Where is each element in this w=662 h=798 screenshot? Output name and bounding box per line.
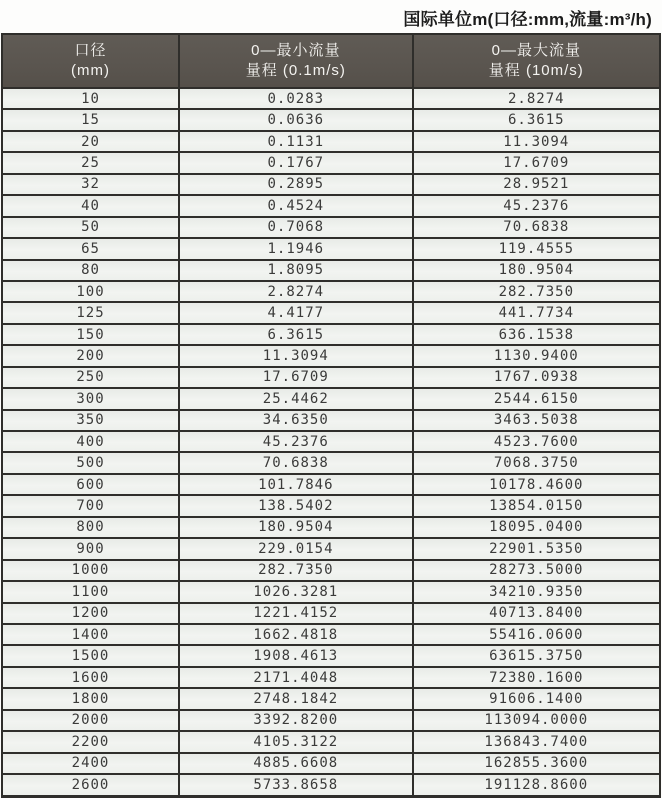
- header-min-flow-line1: 0—最小流量: [251, 41, 341, 59]
- header-diameter: [2, 34, 179, 88]
- cell-diameter: 300: [2, 388, 179, 409]
- cell-max-flow: 17.6709: [413, 152, 660, 173]
- cell-diameter: 900: [2, 538, 179, 559]
- cell-min-flow: 11.3094: [179, 345, 413, 366]
- cell-min-flow: 0.2895: [179, 174, 413, 195]
- cell-diameter: 100: [2, 281, 179, 302]
- cell-diameter: 400: [2, 431, 179, 452]
- cell-diameter: 600: [2, 474, 179, 495]
- cell-min-flow: 1026.3281: [179, 581, 413, 602]
- header-diameter-line2: (mm): [71, 62, 110, 79]
- cell-max-flow: 18095.0400: [413, 517, 660, 538]
- cell-min-flow: 1662.4818: [179, 624, 413, 645]
- table-row: [2, 603, 660, 624]
- cell-max-flow: 40713.8400: [413, 603, 660, 624]
- cell-diameter: 10: [2, 88, 179, 109]
- header-max-flow: [413, 34, 660, 88]
- table-body: [2, 88, 660, 797]
- cell-diameter: 800: [2, 517, 179, 538]
- cell-max-flow: 136843.7400: [413, 731, 660, 752]
- table-row: [2, 302, 660, 323]
- cell-min-flow: 45.2376: [179, 431, 413, 452]
- cell-min-flow: 6.3615: [179, 324, 413, 345]
- cell-max-flow: 2.8274: [413, 88, 660, 109]
- cell-min-flow: 3392.8200: [179, 710, 413, 731]
- cell-min-flow: 282.7350: [179, 560, 413, 581]
- header-min-flow-line2: 量程 (0.1m/s): [245, 62, 346, 79]
- cell-diameter: 1500: [2, 645, 179, 666]
- cell-min-flow: 1.8095: [179, 260, 413, 281]
- table-row: [2, 345, 660, 366]
- table-row: [2, 731, 660, 752]
- cell-min-flow: 229.0154: [179, 538, 413, 559]
- cell-min-flow: 70.6838: [179, 452, 413, 473]
- cell-min-flow: 1221.4152: [179, 603, 413, 624]
- cell-min-flow: 34.6350: [179, 410, 413, 431]
- cell-min-flow: 2.8274: [179, 281, 413, 302]
- cell-diameter: 1100: [2, 581, 179, 602]
- cell-max-flow: 70.6838: [413, 217, 660, 238]
- cell-max-flow: 119.4555: [413, 238, 660, 259]
- table-row: [2, 131, 660, 152]
- cell-max-flow: 2544.6150: [413, 388, 660, 409]
- cell-min-flow: 0.0283: [179, 88, 413, 109]
- cell-diameter: 20: [2, 131, 179, 152]
- cell-diameter: 200: [2, 345, 179, 366]
- cell-max-flow: 1767.0938: [413, 367, 660, 388]
- cell-max-flow: 11.3094: [413, 131, 660, 152]
- table-row: [2, 645, 660, 666]
- cell-max-flow: 4523.7600: [413, 431, 660, 452]
- cell-max-flow: 191128.8600: [413, 774, 660, 797]
- table-row: [2, 260, 660, 281]
- cell-diameter: 1200: [2, 603, 179, 624]
- cell-min-flow: 0.0636: [179, 109, 413, 130]
- cell-min-flow: 0.1767: [179, 152, 413, 173]
- cell-min-flow: 101.7846: [179, 474, 413, 495]
- cell-min-flow: 4.4177: [179, 302, 413, 323]
- table-row: [2, 238, 660, 259]
- cell-max-flow: 28273.5000: [413, 560, 660, 581]
- cell-max-flow: 10178.4600: [413, 474, 660, 495]
- cell-diameter: 50: [2, 217, 179, 238]
- page-title: 国际单位m(口径:mm,流量:m³/h): [403, 10, 652, 29]
- table-row: [2, 710, 660, 731]
- flow-spec-table: [1, 33, 661, 798]
- table-row: [2, 581, 660, 602]
- cell-min-flow: 0.4524: [179, 195, 413, 216]
- cell-max-flow: 441.7734: [413, 302, 660, 323]
- cell-diameter: 1000: [2, 560, 179, 581]
- cell-diameter: 150: [2, 324, 179, 345]
- table-row: [2, 452, 660, 473]
- table-row: [2, 281, 660, 302]
- cell-diameter: 500: [2, 452, 179, 473]
- cell-min-flow: 4105.3122: [179, 731, 413, 752]
- cell-max-flow: 180.9504: [413, 260, 660, 281]
- table-row: [2, 109, 660, 130]
- cell-min-flow: 4885.6608: [179, 753, 413, 774]
- cell-diameter: 2400: [2, 753, 179, 774]
- cell-min-flow: 138.5402: [179, 495, 413, 516]
- cell-min-flow: 5733.8658: [179, 774, 413, 797]
- cell-max-flow: 63615.3750: [413, 645, 660, 666]
- cell-diameter: 65: [2, 238, 179, 259]
- cell-max-flow: 636.1538: [413, 324, 660, 345]
- cell-diameter: 32: [2, 174, 179, 195]
- cell-min-flow: 1.1946: [179, 238, 413, 259]
- cell-max-flow: 3463.5038: [413, 410, 660, 431]
- table-row: [2, 667, 660, 688]
- cell-max-flow: 6.3615: [413, 109, 660, 130]
- cell-max-flow: 7068.3750: [413, 452, 660, 473]
- cell-min-flow: 17.6709: [179, 367, 413, 388]
- table-row: [2, 774, 660, 797]
- cell-diameter: 40: [2, 195, 179, 216]
- cell-max-flow: 28.9521: [413, 174, 660, 195]
- cell-diameter: 2200: [2, 731, 179, 752]
- table-header: [2, 34, 660, 88]
- cell-diameter: 125: [2, 302, 179, 323]
- header-max-flow-line2: 量程 (10m/s): [488, 62, 584, 79]
- cell-diameter: 1400: [2, 624, 179, 645]
- table-row: [2, 217, 660, 238]
- cell-min-flow: 1908.4613: [179, 645, 413, 666]
- table-row: [2, 324, 660, 345]
- cell-max-flow: 91606.1400: [413, 688, 660, 709]
- cell-max-flow: 55416.0600: [413, 624, 660, 645]
- table-row: [2, 624, 660, 645]
- table-row: [2, 388, 660, 409]
- table-row: [2, 560, 660, 581]
- table-row: [2, 431, 660, 452]
- cell-diameter: 1600: [2, 667, 179, 688]
- cell-max-flow: 13854.0150: [413, 495, 660, 516]
- cell-max-flow: 113094.0000: [413, 710, 660, 731]
- table-row: [2, 410, 660, 431]
- cell-diameter: 700: [2, 495, 179, 516]
- table-row: [2, 538, 660, 559]
- cell-max-flow: 162855.3600: [413, 753, 660, 774]
- table-row: [2, 152, 660, 173]
- cell-diameter: 2600: [2, 774, 179, 797]
- cell-max-flow: 45.2376: [413, 195, 660, 216]
- cell-min-flow: 0.1131: [179, 131, 413, 152]
- cell-max-flow: 282.7350: [413, 281, 660, 302]
- table-row: [2, 688, 660, 709]
- header-min-flow: [179, 34, 413, 88]
- cell-max-flow: 72380.1600: [413, 667, 660, 688]
- cell-diameter: 250: [2, 367, 179, 388]
- cell-diameter: 2000: [2, 710, 179, 731]
- header-row: [2, 34, 660, 88]
- table-row: [2, 517, 660, 538]
- cell-min-flow: 0.7068: [179, 217, 413, 238]
- header-max-flow-line1: 0—最大流量: [491, 41, 581, 59]
- cell-min-flow: 2171.4048: [179, 667, 413, 688]
- cell-diameter: 80: [2, 260, 179, 281]
- table-row: [2, 88, 660, 109]
- cell-max-flow: 1130.9400: [413, 345, 660, 366]
- cell-min-flow: 25.4462: [179, 388, 413, 409]
- table-row: [2, 474, 660, 495]
- header-diameter-line1: 口径: [74, 41, 107, 59]
- table-row: [2, 495, 660, 516]
- cell-diameter: 350: [2, 410, 179, 431]
- table-row: [2, 367, 660, 388]
- table-row: [2, 195, 660, 216]
- table-row: [2, 753, 660, 774]
- cell-max-flow: 34210.9350: [413, 581, 660, 602]
- cell-diameter: 1800: [2, 688, 179, 709]
- cell-min-flow: 180.9504: [179, 517, 413, 538]
- table-row: [2, 174, 660, 195]
- cell-diameter: 15: [2, 109, 179, 130]
- cell-min-flow: 2748.1842: [179, 688, 413, 709]
- cell-diameter: 25: [2, 152, 179, 173]
- cell-max-flow: 22901.5350: [413, 538, 660, 559]
